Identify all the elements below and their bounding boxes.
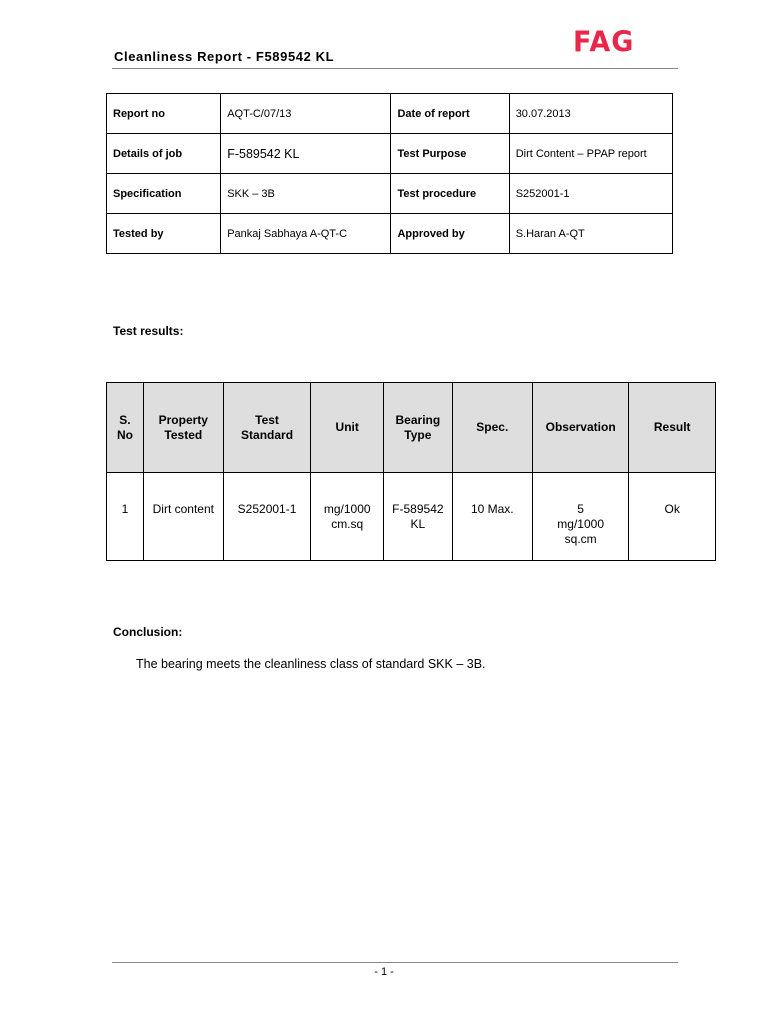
header-divider bbox=[112, 68, 678, 69]
table-row bbox=[107, 214, 673, 254]
column-header: Test Standard bbox=[223, 383, 311, 473]
table-row bbox=[107, 134, 673, 174]
footer-divider bbox=[112, 962, 678, 963]
column-header: Unit bbox=[311, 383, 384, 473]
fag-logo: FAG bbox=[573, 26, 635, 59]
report-info-table bbox=[106, 93, 673, 254]
conclusion-text: The bearing meets the cleanliness class of standard SKK – 3B. bbox=[136, 657, 486, 671]
test-procedure-value: S252001-1 bbox=[509, 174, 672, 214]
column-header: Property Tested bbox=[143, 383, 223, 473]
approved-by-value: S.Haran A-QT bbox=[509, 214, 672, 254]
test-procedure-label: Test procedure bbox=[391, 174, 509, 214]
table-cell: Dirt content bbox=[143, 473, 223, 561]
specification-value: SKK – 3B bbox=[221, 174, 391, 214]
table-header-row bbox=[107, 383, 716, 473]
report-no-value: AQT-C/07/13 bbox=[221, 94, 391, 134]
conclusion-heading: Conclusion: bbox=[113, 625, 183, 639]
test-results-heading: Test results: bbox=[113, 324, 184, 338]
column-header: Result bbox=[629, 383, 716, 473]
column-header: S. No bbox=[107, 383, 144, 473]
table-cell: S252001-1 bbox=[223, 473, 311, 561]
table-cell: Ok bbox=[629, 473, 716, 561]
specification-label: Specification bbox=[107, 174, 221, 214]
test-results-table bbox=[106, 382, 716, 561]
report-title: Cleanliness Report - F589542 KL bbox=[114, 49, 335, 64]
table-cell: 10 Max. bbox=[452, 473, 532, 561]
column-header: Observation bbox=[532, 383, 629, 473]
table-row bbox=[107, 473, 716, 561]
details-of-job-value: F-589542 KL bbox=[221, 134, 391, 174]
table-cell: 1 bbox=[107, 473, 144, 561]
table-cell: 5 mg/1000 sq.cm bbox=[532, 473, 629, 561]
table-cell: F-589542 KL bbox=[384, 473, 453, 561]
page-number: - 1 - bbox=[374, 966, 394, 978]
test-purpose-value: Dirt Content – PPAP report bbox=[509, 134, 672, 174]
report-no-label: Report no bbox=[107, 94, 221, 134]
test-purpose-label: Test Purpose bbox=[391, 134, 509, 174]
date-of-report-value: 30.07.2013 bbox=[509, 94, 672, 134]
column-header: Spec. bbox=[452, 383, 532, 473]
date-of-report-label: Date of report bbox=[391, 94, 509, 134]
table-row bbox=[107, 94, 673, 134]
table-cell: mg/1000 cm.sq bbox=[311, 473, 384, 561]
column-header: Bearing Type bbox=[384, 383, 453, 473]
tested-by-label: Tested by bbox=[107, 214, 221, 254]
table-row bbox=[107, 174, 673, 214]
details-of-job-label: Details of job bbox=[107, 134, 221, 174]
approved-by-label: Approved by bbox=[391, 214, 509, 254]
tested-by-value: Pankaj Sabhaya A-QT-C bbox=[221, 214, 391, 254]
